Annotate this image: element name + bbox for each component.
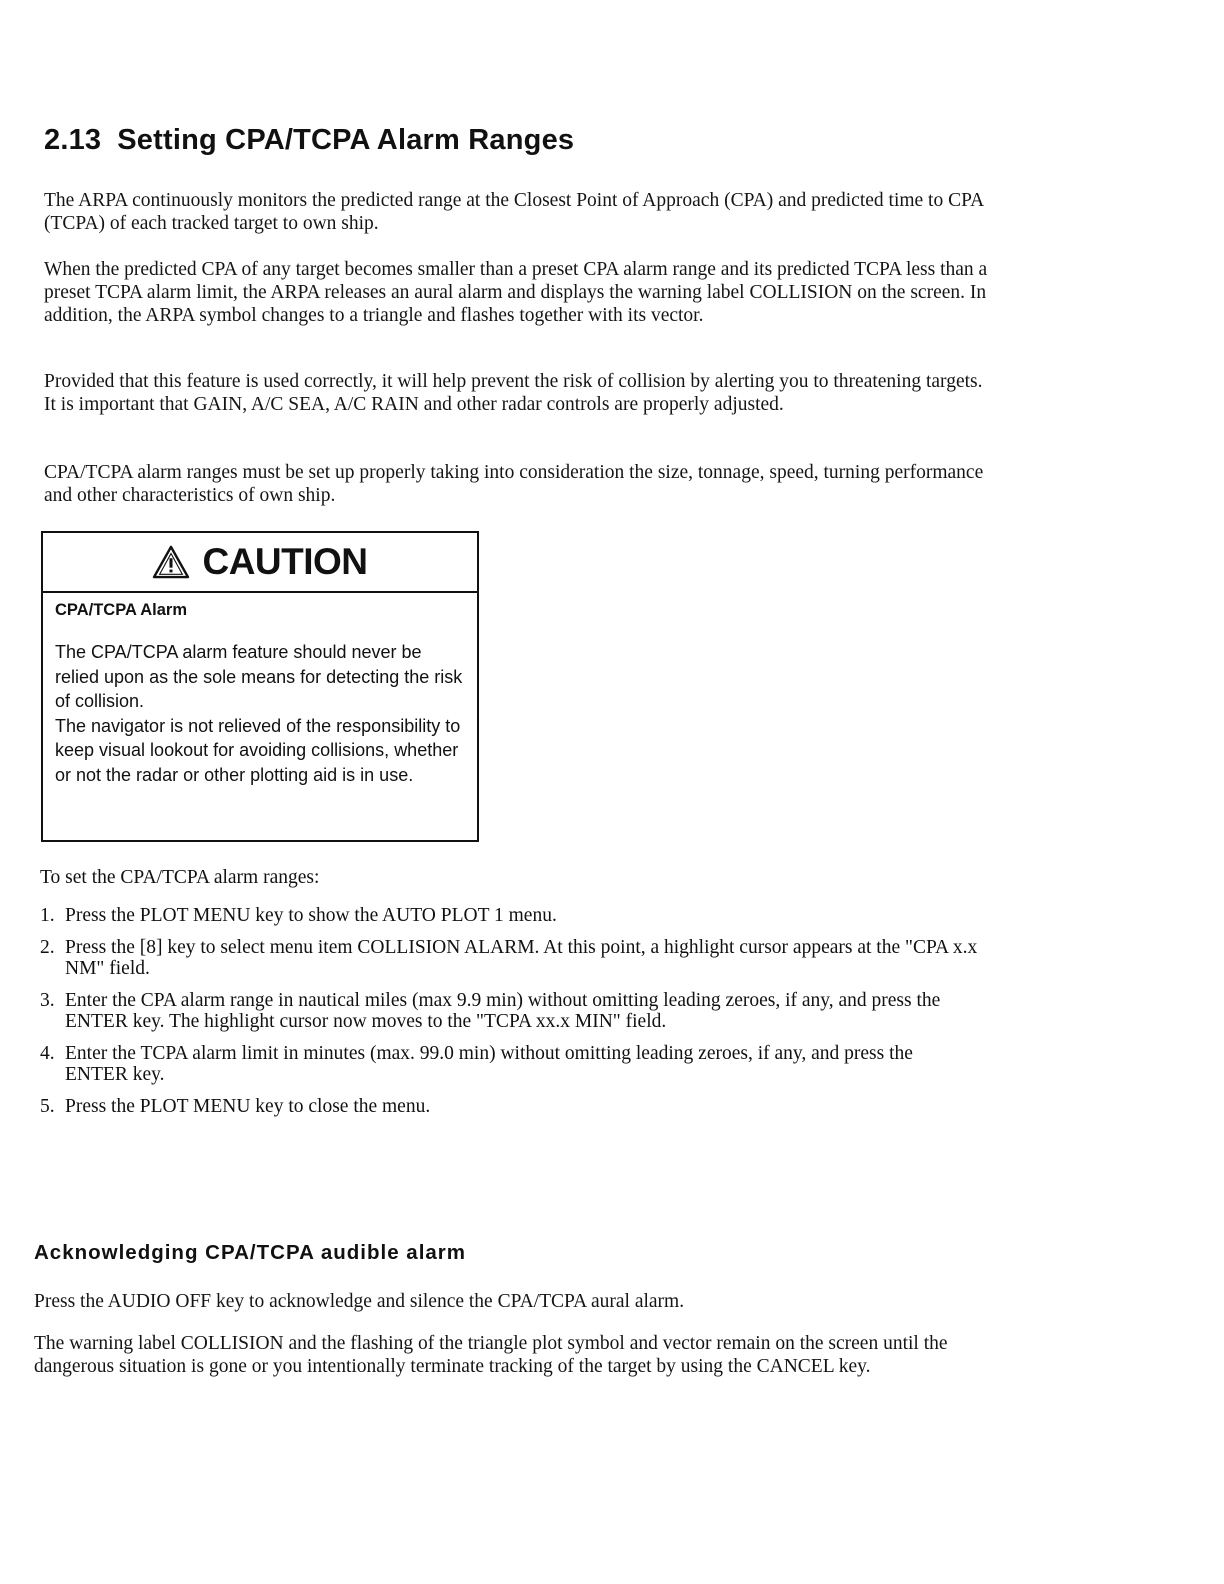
section-number: 2.13 bbox=[44, 124, 102, 156]
step-number: 3. bbox=[40, 990, 55, 1011]
caution-body bbox=[43, 593, 477, 787]
step-text: Press the [8] key to select menu item COLLISION ALARM. At this point, a highlight cursor appears at the "CPA x.x NM" field. bbox=[65, 937, 978, 979]
intro-paragraph: Provided that this feature is used correctly, it will help prevent the risk of collision by alerting you to threatening targets. It is important that GAIN, A/C SEA, A/C RAIN and other radar controls are properly adjusted. bbox=[44, 371, 983, 415]
step-number: 2. bbox=[40, 937, 55, 958]
procedure-step bbox=[40, 1096, 980, 1117]
procedure-step bbox=[40, 905, 980, 926]
caution-heading: CAUTION bbox=[202, 541, 368, 582]
procedure-intro: To set the CPA/TCPA alarm ranges: bbox=[40, 867, 320, 888]
step-text: Enter the CPA alarm range in nautical miles (max 9.9 min) without omitting leading zeroes, if any, and press the ENTER key. The highlight cursor now moves to the "TCPA xx.x MIN" field. bbox=[65, 990, 941, 1032]
step-number: 1. bbox=[40, 905, 55, 926]
acknowledge-paragraph: The warning label COLLISION and the flashing of the triangle plot symbol and vector remain on the screen until the dangerous situation is gone or you intentionally terminate tracking of the target by using the CANCEL key. bbox=[34, 1333, 948, 1377]
acknowledge-heading: Acknowledging CPA/TCPA audible alarm bbox=[34, 1241, 467, 1264]
acknowledge-paragraph: Press the AUDIO OFF key to acknowledge and silence the CPA/TCPA aural alarm. bbox=[34, 1291, 685, 1312]
section-heading bbox=[44, 124, 574, 157]
procedure-step bbox=[40, 937, 980, 979]
step-number: 4. bbox=[40, 1043, 55, 1064]
step-number: 5. bbox=[40, 1096, 55, 1117]
intro-paragraph: When the predicted CPA of any target becomes smaller than a preset CPA alarm range and its predicted TCPA less than a preset TCPA alarm limit, the ARPA releases an aural alarm and displays the warning label COLLISION on the screen. In addition, the ARPA symbol changes to a triangle and flashes together with its vector. bbox=[44, 259, 988, 326]
procedure-step bbox=[40, 990, 980, 1032]
step-text: Enter the TCPA alarm limit in minutes (max. 99.0 min) without omitting leading zeroes, if any, and press the ENTER key. bbox=[65, 1043, 913, 1085]
caution-header bbox=[43, 533, 477, 593]
step-text: Press the PLOT MENU key to show the AUTO PLOT 1 menu. bbox=[65, 905, 557, 926]
caution-subtitle: CPA/TCPA Alarm bbox=[55, 601, 188, 619]
intro-paragraph: The ARPA continuously monitors the predicted range at the Closest Point of Approach (CPA) and predicted time to CPA (TCPA) of each tracked target to own ship. bbox=[44, 190, 984, 234]
caution-text: The CPA/TCPA alarm feature should never be relied upon as the sole means for detecting the risk of collision. The navigator is not relieved of the responsibility to keep visual lookout for avoiding collisions, whether or not the radar or other plotting aid is in use. bbox=[55, 642, 463, 785]
step-text: Press the PLOT MENU key to close the menu. bbox=[65, 1096, 431, 1117]
procedure-step bbox=[40, 1043, 980, 1085]
caution-box bbox=[41, 531, 479, 842]
section-title: Setting CPA/TCPA Alarm Ranges bbox=[117, 124, 575, 156]
procedure-steps bbox=[40, 905, 980, 1128]
intro-paragraph: CPA/TCPA alarm ranges must be set up properly taking into consideration the size, tonnage, speed, turning performance and other characteristics of own ship. bbox=[44, 462, 984, 506]
warning-triangle-icon bbox=[152, 545, 190, 579]
